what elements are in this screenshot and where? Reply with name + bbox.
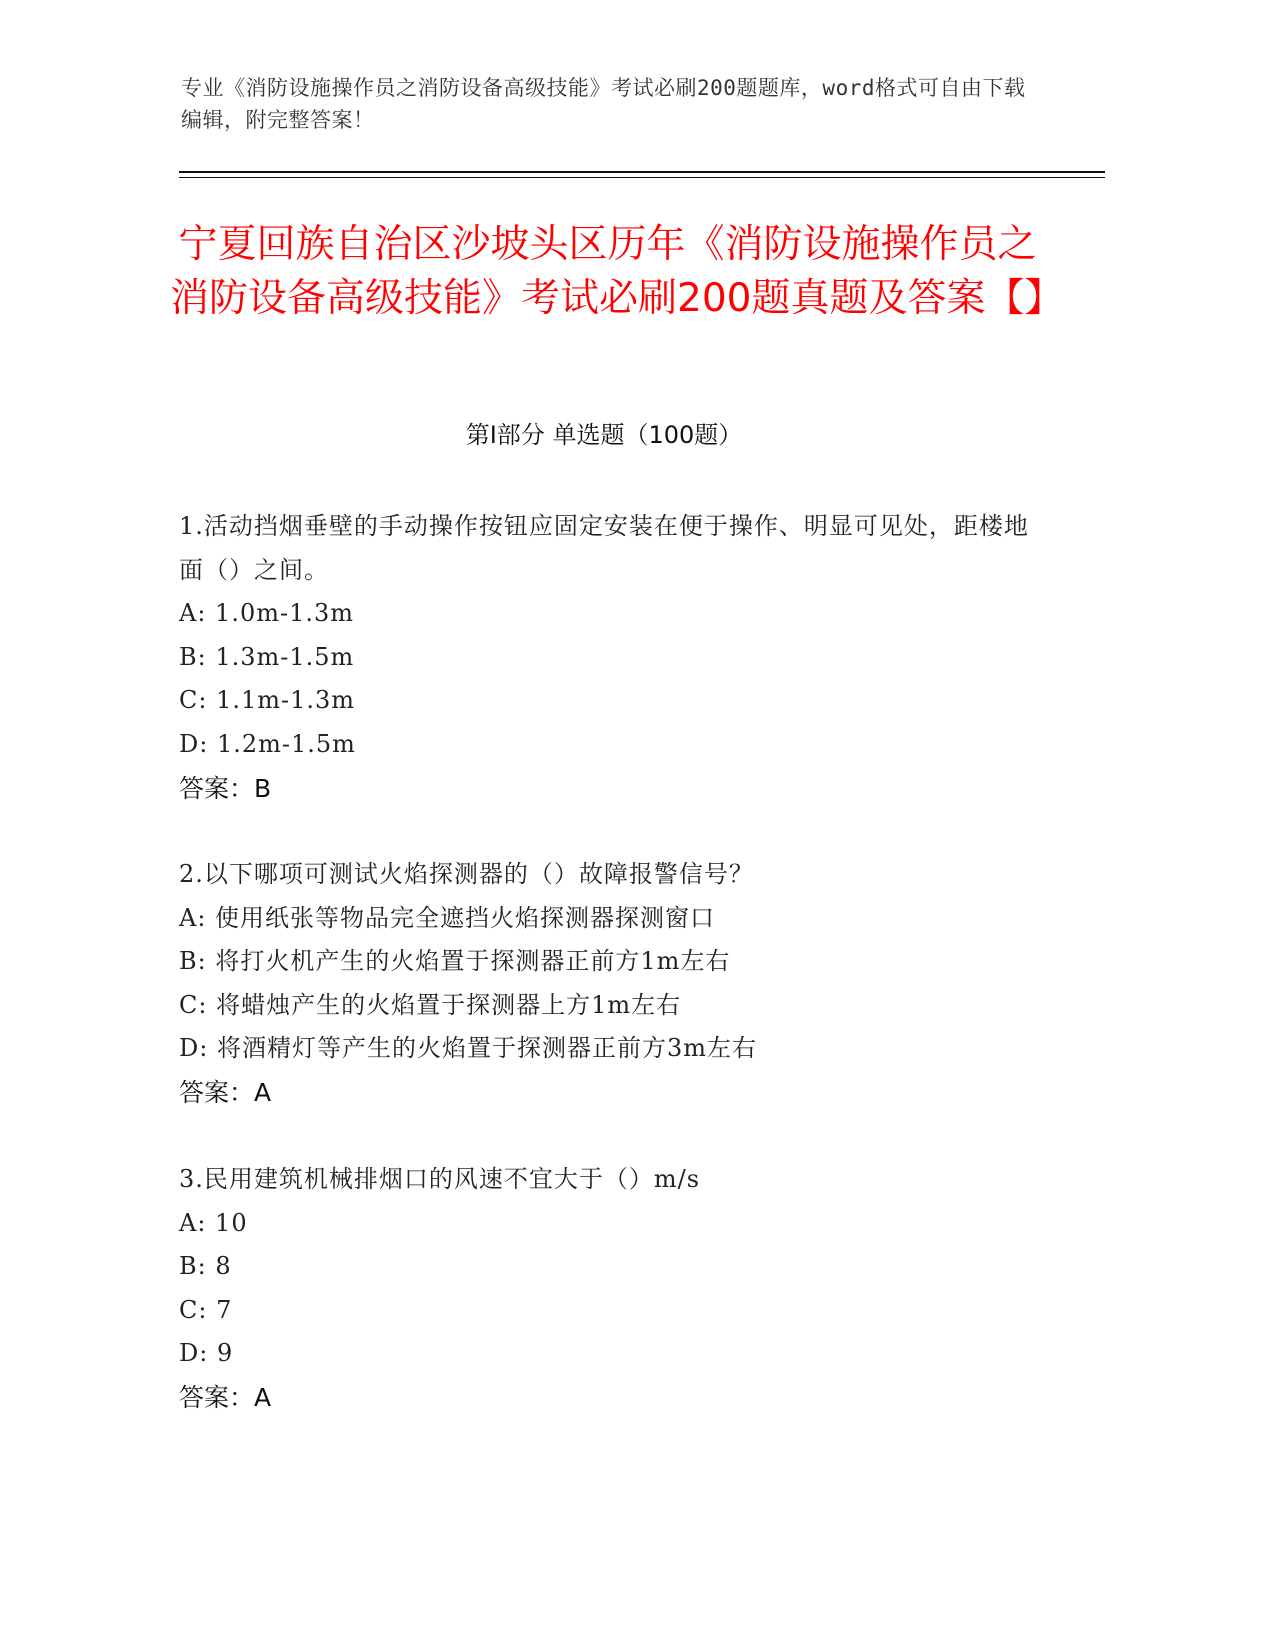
question-stem: 3.民用建筑机械排烟口的风速不宜大于（）m/s xyxy=(179,1165,701,1193)
header-note: 专业《消防设施操作员之消防设备高级技能》考试必刷200题题库，word格式可自由下载编辑，附完整答案！ xyxy=(181,76,1026,132)
question-item xyxy=(179,1158,1039,1420)
question-option-b: B: 将打火机产生的火焰置于探测器正前方1m左右 xyxy=(179,947,731,976)
question-option-a: A: 1.0m-1.3m xyxy=(179,599,355,628)
question-stem: 1.活动挡烟垂壁的手动操作按钮应固定安装在便于操作、明显可见处，距楼地面（）之间。 xyxy=(179,512,1029,584)
question-option-c: C: 将蜡烛产生的火焰置于探测器上方1m左右 xyxy=(179,990,682,1019)
question-answer: 答案：B xyxy=(179,773,272,803)
question-option-c: C: 1.1m-1.3m xyxy=(179,686,356,715)
question-option-b: B: 8 xyxy=(179,1252,232,1281)
question-item xyxy=(179,853,1039,1115)
question-option-d: D: 将酒精灯等产生的火焰置于探测器正前方3m左右 xyxy=(179,1034,757,1063)
question-stem: 2.以下哪项可测试火焰探测器的（）故障报警信号？ xyxy=(179,860,754,888)
question-option-d: D: 1.2m-1.5m xyxy=(179,729,356,758)
header-divider-thick xyxy=(179,171,1105,173)
section-heading: 第I部分 单选题（100题） xyxy=(465,421,743,449)
question-item xyxy=(179,505,1039,810)
question-answer: 答案：A xyxy=(179,1382,272,1412)
question-option-d: D: 9 xyxy=(179,1339,234,1368)
question-answer: 答案：A xyxy=(179,1077,272,1107)
question-option-b: B: 1.3m-1.5m xyxy=(179,642,355,671)
document-title: 宁夏回族自治区沙坡头区历年《消防设施操作员之消防设备高级技能》考试必刷200题真题及答案【】 xyxy=(170,222,1064,321)
question-option-a: A: 10 xyxy=(179,1208,248,1237)
question-option-c: C: 7 xyxy=(179,1295,233,1324)
header-divider-thin xyxy=(179,177,1105,178)
question-option-a: A: 使用纸张等物品完全遮挡火焰探测器探测窗口 xyxy=(179,903,716,932)
